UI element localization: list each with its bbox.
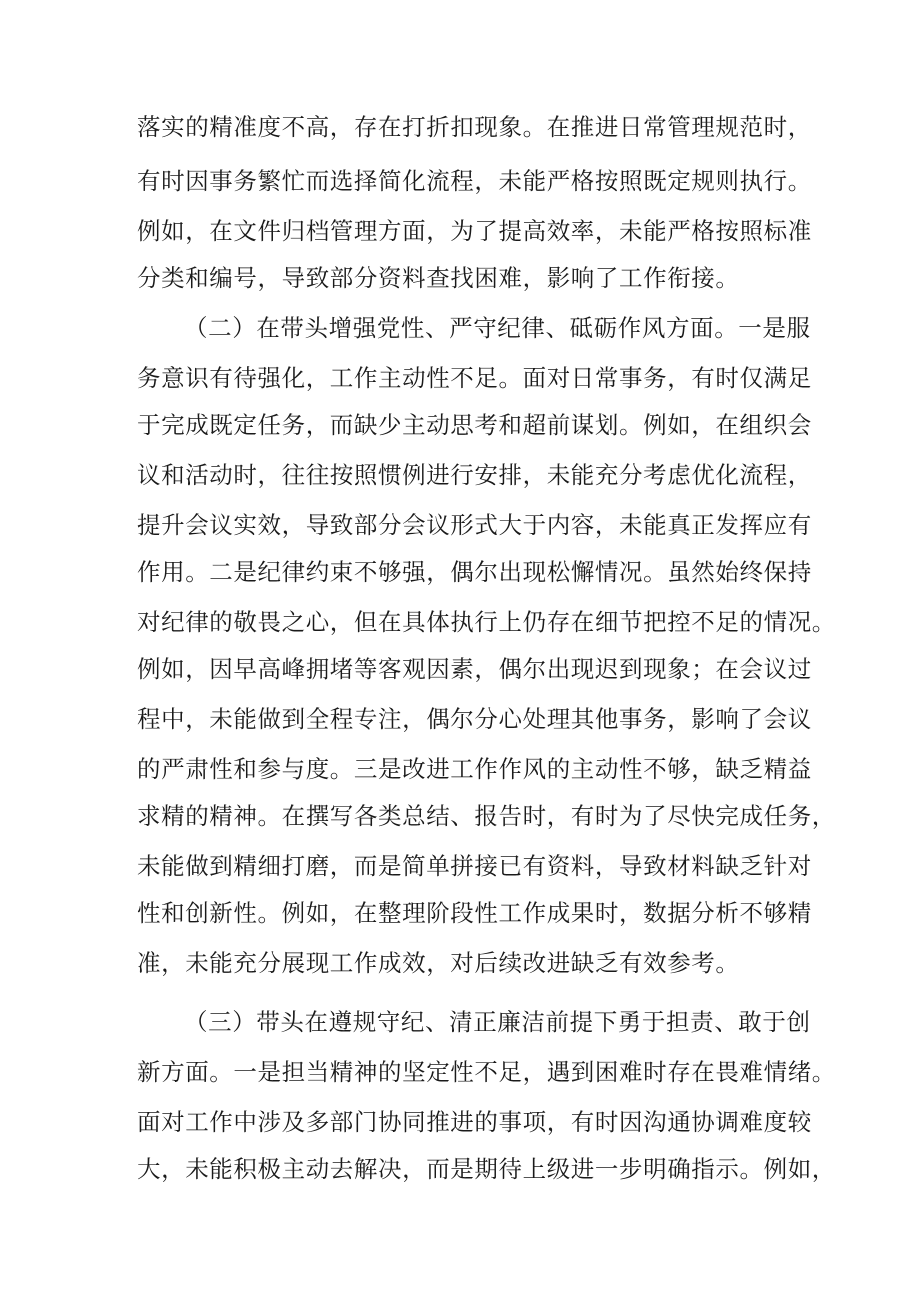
text-line: 务意识有待强化，工作主动性不足。面对日常事务，有时仅满足 — [137, 364, 812, 392]
text-line: 分类和编号，导致部分资料查找困难，影响了工作衔接。 — [137, 264, 740, 292]
paragraph-heading-2: （二）在带头增强党性、严守纪律、砥砺作风方面。一是服 — [184, 314, 811, 342]
text-line: 程中，未能做到全程专注，偶尔分心处理其他事务，影响了会议 — [137, 705, 812, 733]
text-line: 议和活动时，往往按照惯例进行安排，未能充分考虑优化流程， — [137, 461, 812, 489]
text-line: 的严肃性和参与度。三是改进工作作风的主动性不够，缺乏精益 — [137, 755, 812, 783]
text-line: 于完成既定任务，而缺少主动思考和超前谋划。例如，在组织会 — [137, 411, 812, 439]
text-line: 性和创新性。例如，在整理阶段性工作成果时，数据分析不够精 — [137, 899, 812, 927]
paragraph-heading-3: （三）带头在遵规守纪、清正廉洁前提下勇于担责、敢于创 — [184, 1008, 811, 1036]
text-line: 提升会议实效，导致部分会议形式大于内容，未能真正发挥应有 — [137, 511, 812, 539]
text-line: 有时因事务繁忙而选择简化流程，未能严格按照既定规则执行。 — [137, 167, 812, 195]
text-line: 例如，在文件归档管理方面，为了提高效率，未能严格按照标准 — [137, 217, 812, 245]
text-line: 落实的精准度不高，存在打折扣现象。在推进日常管理规范时， — [137, 113, 812, 141]
text-line: 新方面。一是担当精神的坚定性不足，遇到困难时存在畏难情绪。 — [137, 1058, 836, 1086]
text-line: 对纪律的敬畏之心，但在具体执行上仍存在细节把控不足的情况。 — [137, 608, 836, 636]
text-line: 例如，因早高峰拥堵等客观因素，偶尔出现迟到现象；在会议过 — [137, 655, 812, 683]
text-line: 求精的精神。在撰写各类总结、报告时，有时为了尽快完成任务， — [137, 802, 836, 830]
text-line: 面对工作中涉及多部门协同推进的事项，有时因沟通协调难度较 — [137, 1108, 812, 1136]
text-line: 未能做到精细打磨，而是简单拼接已有资料，导致材料缺乏针对 — [137, 852, 812, 880]
text-line: 准，未能充分展现工作成效，对后续改进缺乏有效参考。 — [137, 949, 740, 977]
text-line: 作用。二是纪律约束不够强，偶尔出现松懈情况。虽然始终保持 — [137, 558, 812, 586]
text-line: 大，未能积极主动去解决，而是期待上级进一步明确指示。例如， — [137, 1155, 836, 1183]
